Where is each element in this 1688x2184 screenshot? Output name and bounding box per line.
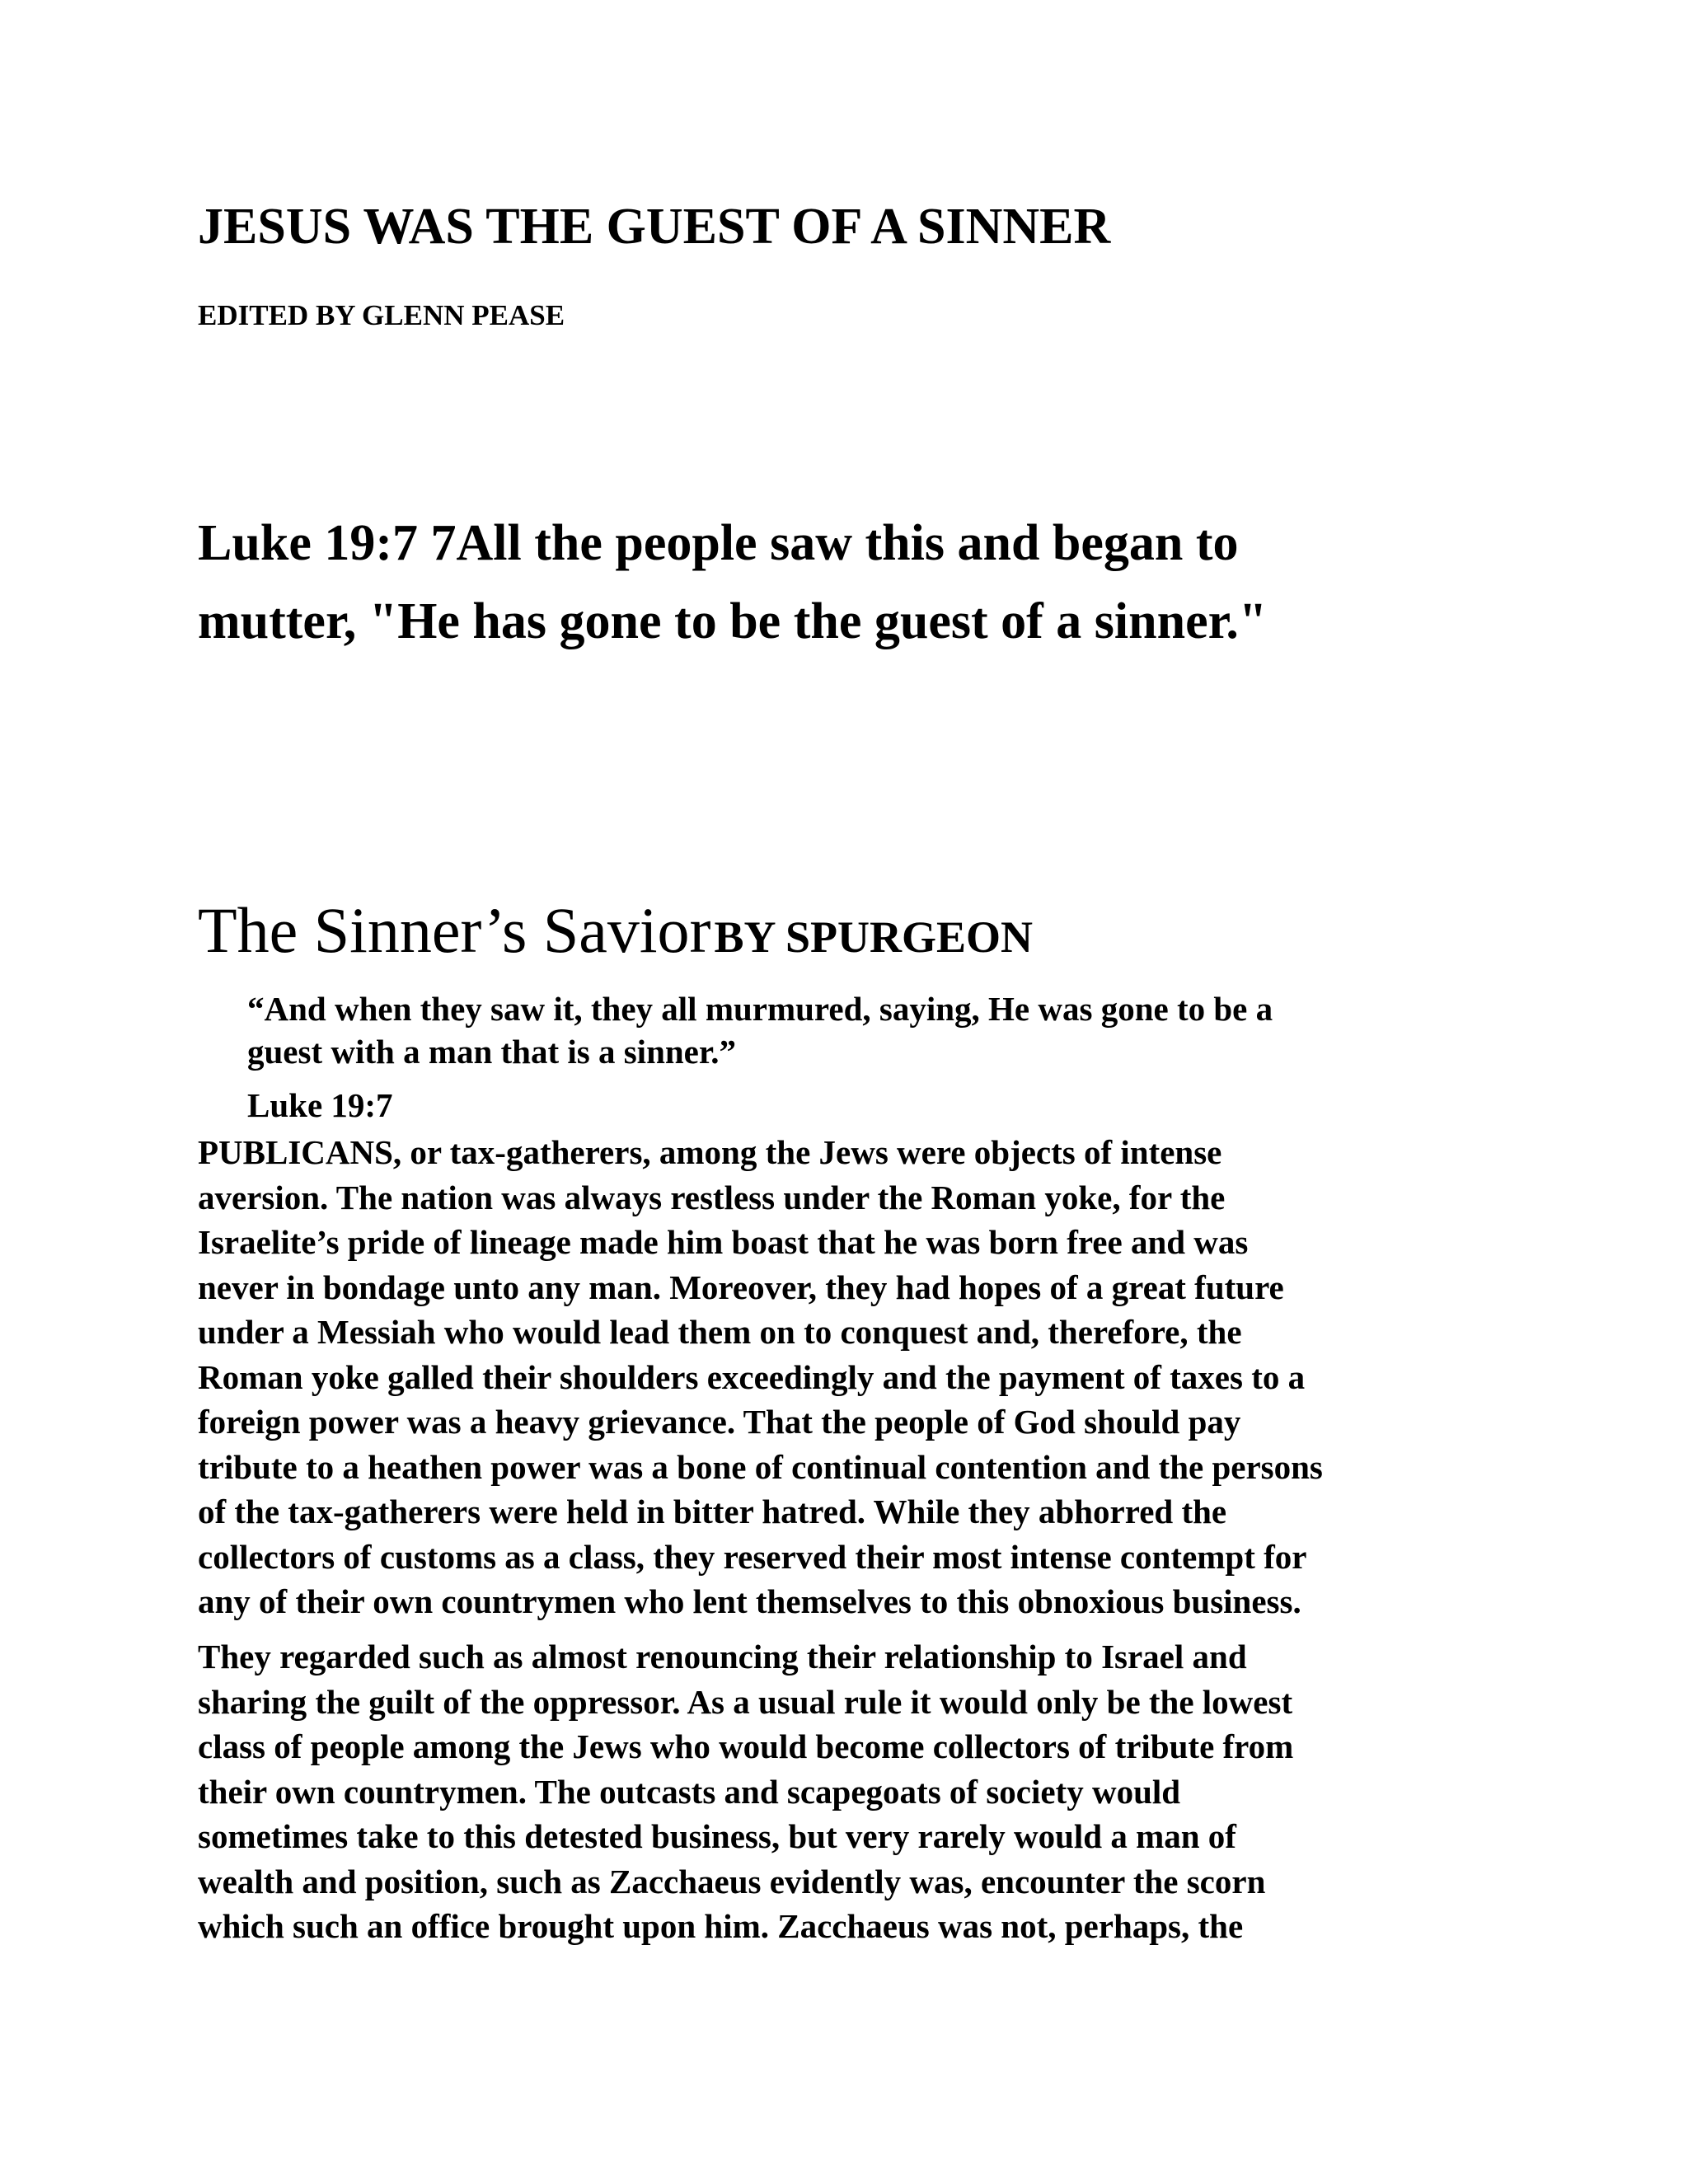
epigraph-line: “And when they saw it, they all murmured, saying, He was gone to be a: [247, 990, 1273, 1028]
sermon-author: BY SPURGEON: [714, 912, 1034, 962]
epigraph-quote: [247, 987, 1273, 1073]
paragraph-line: Roman yoke galled their shoulders exceedingly and the payment of taxes to a: [198, 1357, 1306, 1396]
document-title: JESUS WAS THE GUEST OF A SINNER: [198, 199, 1111, 255]
body-paragraph-2: [198, 1634, 1293, 1949]
paragraph-line: wealth and position, such as Zacchaeus evidently was, encounter the scorn: [198, 1862, 1266, 1900]
editor-credit: EDITED BY GLENN PEASE: [198, 299, 565, 331]
paragraph-line: of the tax-gatherers were held in bitter hatred. While they abhorred the: [198, 1493, 1227, 1530]
paragraph-line: which such an office brought upon him. Zacchaeus was not, perhaps, the: [198, 1907, 1244, 1945]
scripture-verse: [198, 504, 1599, 661]
paragraph-line: never in bondage unto any man. Moreover, they had hopes of a great future: [198, 1268, 1284, 1306]
paragraph-line: PUBLICANS, or tax-gatherers, among the Jews were objects of intense: [198, 1133, 1222, 1171]
sermon-heading: [198, 892, 1033, 969]
paragraph-line: sharing the guilt of the oppressor. As a usual rule it would only be the lowest: [198, 1682, 1293, 1721]
epigraph-reference: Luke 19:7: [247, 1086, 393, 1124]
verse-line: mutter, "He has gone to be the guest of a sinner.": [198, 593, 1268, 649]
body-paragraph-1: [198, 1130, 1323, 1624]
paragraph-line: aversion. The nation was always restless under the Roman yoke, for the: [198, 1178, 1226, 1216]
paragraph-line: class of people among the Jews who would become collectors of tribute from: [198, 1727, 1294, 1765]
paragraph-line: collectors of customs as a class, they reserved their most intense contempt for: [198, 1537, 1307, 1576]
paragraph-line: They regarded such as almost renouncing their relationship to Israel and: [198, 1638, 1247, 1675]
paragraph-line: Israelite’s pride of lineage made him boast that he was born free and was: [198, 1223, 1249, 1261]
paragraph-line: sometimes take to this detested business, but very rarely would a man of: [198, 1817, 1236, 1855]
paragraph-line: any of their own countrymen who lent themselves to this obnoxious business.: [198, 1582, 1301, 1620]
verse-line: Luke 19:7 7All the people saw this and began to: [198, 515, 1239, 571]
paragraph-line: their own countrymen. The outcasts and scapegoats of society would: [198, 1772, 1181, 1811]
paragraph-line: under a Messiah who would lead them on to conquest and, therefore, the: [198, 1313, 1242, 1351]
paragraph-line: tribute to a heathen power was a bone of continual contention and the persons: [198, 1447, 1323, 1486]
sermon-title: The Sinner’s Savior: [198, 894, 711, 966]
epigraph-line: guest with a man that is a sinner.”: [247, 1033, 737, 1071]
paragraph-line: foreign power was a heavy grievance. That the people of God should pay: [198, 1403, 1241, 1441]
